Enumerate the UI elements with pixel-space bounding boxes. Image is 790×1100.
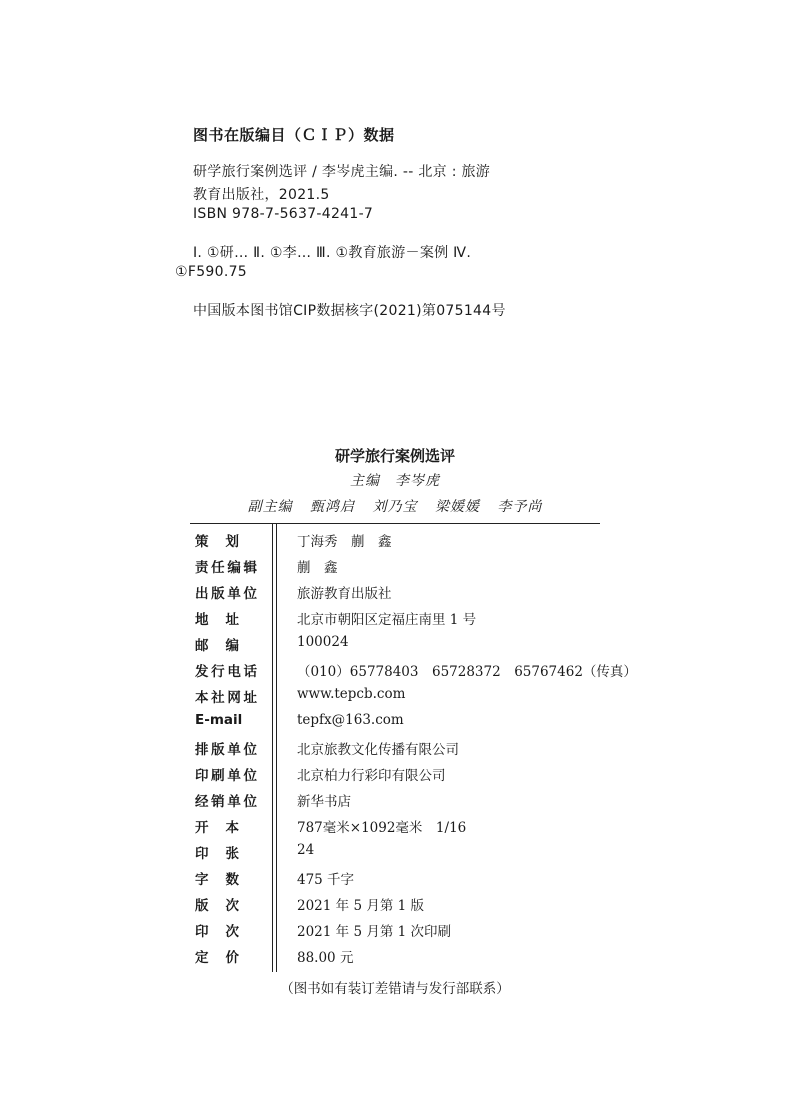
book-title: 研学旅行案例选评 xyxy=(334,447,455,465)
info-row-typesetting xyxy=(190,738,610,764)
info-value: 100024 xyxy=(297,634,349,650)
info-label: 邮编 xyxy=(195,638,239,654)
deputy-editor-name: 甄鸿启 xyxy=(310,499,356,515)
info-row-printer xyxy=(190,764,610,790)
info-row-planning xyxy=(190,530,610,556)
info-label: 发行电话 xyxy=(195,664,257,680)
info-label: 定价 xyxy=(195,950,239,966)
info-row-format xyxy=(190,816,610,842)
info-label: 本社网址 xyxy=(195,690,257,706)
info-row-word-count xyxy=(190,868,610,894)
info-value: 新华书店 xyxy=(297,794,351,810)
info-value: 2021 年 5 月第 1 次印刷 xyxy=(297,924,451,940)
info-label: E-mail xyxy=(195,712,243,728)
cip-heading: 图书在版编目（ＣＩＰ）数据 xyxy=(193,126,395,144)
deputy-editor-name: 刘乃宝 xyxy=(372,499,418,515)
info-value: 2021 年 5 月第 1 版 xyxy=(297,898,424,914)
info-value: 北京柏力行彩印有限公司 xyxy=(297,768,446,784)
info-label: 出版单位 xyxy=(195,586,257,602)
deputy-editor-name: 梁媛媛 xyxy=(434,499,480,515)
info-label: 地址 xyxy=(195,612,239,628)
info-row-email xyxy=(190,712,610,738)
cip-title-line-1: 研学旅行案例选评 / 李岑虎主编. -- 北京 : 旅游 xyxy=(193,164,491,180)
info-row-printing xyxy=(190,920,610,946)
info-label: 字数 xyxy=(195,872,239,888)
cip-record-number: 中国版本图书馆CIP数据核字(2021)第075144号 xyxy=(193,303,506,319)
info-label: 印张 xyxy=(195,846,239,862)
cip-title-line-2: 教育出版社，2021.5 xyxy=(193,187,330,203)
info-value: 北京市朝阳区定福庄南里 1 号 xyxy=(297,612,477,628)
info-label: 印刷单位 xyxy=(195,768,257,784)
info-row-sheets xyxy=(190,842,610,868)
info-row-phone xyxy=(190,660,637,686)
info-value: 蒯 鑫 xyxy=(297,560,338,576)
chief-editor: 主编 李岑虎 xyxy=(350,473,440,489)
deputy-editor-name: 李予尚 xyxy=(497,499,543,515)
info-value: 88.00 元 xyxy=(297,950,354,966)
cip-isbn: ISBN 978-7-5637-4241-7 xyxy=(193,206,374,222)
info-row-edition xyxy=(190,894,610,920)
info-row-address xyxy=(190,608,610,634)
info-label: 印次 xyxy=(195,924,239,940)
info-value: 北京旅教文化传播有限公司 xyxy=(297,742,459,758)
info-label: 版次 xyxy=(195,898,239,914)
info-value: tepfx@163.com xyxy=(297,712,404,728)
info-row-website xyxy=(190,686,610,712)
info-value: 787毫米×1092毫米 1/16 xyxy=(297,820,467,836)
footer-note: （图书如有装订差错请与发行部联系） xyxy=(280,981,510,997)
cip-classification-line-2: ①F590.75 xyxy=(175,264,247,280)
info-value: 24 xyxy=(297,842,315,858)
info-row-postcode xyxy=(190,634,610,660)
table-top-rule xyxy=(190,523,600,524)
info-row-editor xyxy=(190,556,610,582)
info-row-publisher xyxy=(190,582,610,608)
info-value: 475 千字 xyxy=(297,872,355,888)
info-label: 排版单位 xyxy=(195,742,257,758)
info-value: 丁海秀 蒯 鑫 xyxy=(297,534,392,550)
cip-classification-line-1: Ⅰ. ①研… Ⅱ. ①李… Ⅲ. ①教育旅游－案例 Ⅳ. xyxy=(193,245,472,261)
info-value: 旅游教育出版社 xyxy=(297,586,392,602)
deputy-editors xyxy=(0,496,790,516)
info-value: www.tepcb.com xyxy=(297,686,406,702)
info-row-distributor xyxy=(190,790,610,816)
deputy-editor-label: 副主编 xyxy=(247,499,293,515)
info-value: （010）65778403 65728372 65767462（传真） xyxy=(297,664,637,680)
info-label: 开本 xyxy=(195,820,239,836)
info-label: 责任编辑 xyxy=(195,560,257,576)
info-row-price xyxy=(190,946,610,972)
info-label: 经销单位 xyxy=(195,794,257,810)
info-label: 策划 xyxy=(195,534,239,550)
